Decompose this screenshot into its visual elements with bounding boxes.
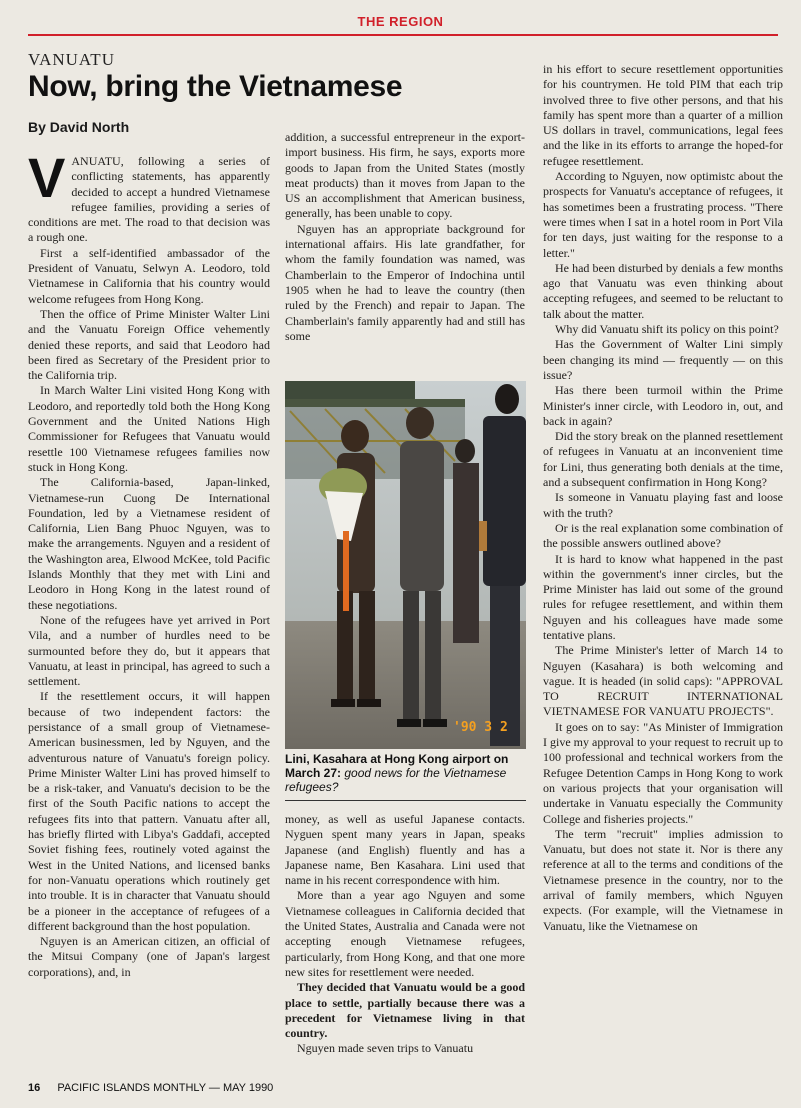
photo-illustration (285, 381, 526, 749)
paragraph: In March Walter Lini visited Hong Kong with Leodoro, and reportedly told both the Hong Kong Government and the United Nations High Commissioner for Refugees that Vanuatu would resettle 100 Vietnamese refugees families now stuck in Hong Kong. (28, 383, 270, 474)
section-band-title: THE REGION (357, 14, 444, 29)
article-column-3 (543, 62, 783, 1070)
headline: Now, bring the Vietnamese (28, 70, 403, 103)
paragraph: If the resettlement occurs, it will happen because of two independent factors: the persistance of a small group of Vietnamese-American businessmen, led by Nguyen, and the adventurous nature of Vanuatu's foreign policy. Prime Minister Walter Lini has proved himself to be a risk-taker, and Vanuatu's decision to be the first of the South Pacific nations to accept the refugees fits into that pattern. Vanuatu after all, has briefly flirted with Libya's Gaddafi, accepted Soviet fishing fees, routinely voted against the West in the United Nations, and licensed banks for non-Vanuatu operations which routinely get into trouble. It is in character that Vanuatu should be a pioneer in the acceptance of refugees of a different background than the host population. (28, 689, 270, 933)
caption-italic: good news for the Vietnamese refugees? (285, 766, 507, 794)
page-footer (28, 1082, 273, 1094)
paragraph: More than a year ago Nguyen and some Vietnamese colleagues in California decided that the United States, Australia and Canada were not accepting enough Vietnamese refugees, particularly, from Hong Kong, and that one more new sites for resettlement were needed. (285, 888, 525, 979)
caption-lead: Lini, Kasahara at Hong Kong airport on March 27: (285, 752, 509, 780)
paragraph: Is someone in Vanuatu playing fast and loose with the truth? (543, 490, 783, 520)
paragraph: It goes on to say: "As Minister of Immigration I give my approval to your request to recruit up to 100 professional and technical workers from the Refugee Detention Camps in Hong Kong to work on various projects that your organisation will undertake in Vanuatu especially the Community College and fisheries projects." (543, 719, 783, 826)
paragraph: None of the refugees have yet arrived in Port Vila, and a number of hurdles need to be surmounted before they do, but it appears that Vanuatu, at least in principal, has agreed to such a settlement. (28, 612, 270, 689)
paragraph: Nguyen made seven trips to Vanuatu (297, 1041, 474, 1056)
publication-line: PACIFIC ISLANDS MONTHLY — MAY 1990 (57, 1082, 274, 1094)
header-rule (28, 34, 778, 36)
paragraph: Then the office of Prime Minister Walter Lini and the Vanuatu Foreign Office vehemently denied these reports, and said that Leodoro had been fired as Secretary of the President prior to the California trip. (28, 306, 270, 383)
paragraph: The Prime Minister's letter of March 14 to Nguyen (Kasahara) is both welcoming and vague. It is headed (in solid caps): "APPROVAL TO RECRUIT INTERNATIONAL VIETNAMESE FOR VANUATU PROJECTS". (543, 643, 783, 719)
caption-rule (285, 800, 526, 801)
article-column-1 (28, 154, 270, 1069)
paragraph: First a self-identified ambassador of the President of Vanuatu, Selwyn A. Leodoro, told Vietnamese in California that his country would welcome refugees from Hong Kong. (28, 245, 270, 306)
page-number: 16 (28, 1082, 41, 1094)
paragraph: addition, a successful entrepreneur in the export-import business. His firm, he says, exports more goods to Japan from the United States (mostly meat products) than it moves from Japan to the US an accomplishment that American business, generally, has been unable to copy. (285, 130, 525, 221)
lead-paragraph: VANUATU, following a series of conflicting statements, has apparently decided to accept a hundred Vietnamese refugee families, providing a series of conditions are met. The road to that decision was a rough one. (28, 154, 270, 245)
paragraph: It is hard to know what happened in the past within the government's inner circles, but the Prime Minister has laid out some of the ground rules for refugee resettlement, and within them Nguyen and his colleagues have made some tentative plans. (543, 551, 783, 642)
paragraph: in his effort to secure resettlement opportunities for his countrymen. He told PIM that each trip involved three to five other persons, and that his family has spent more than a quarter of a million US dollars in travel, communications, legal fees and the like in its efforts to arrange the hoped-for refugee resettlement. (543, 62, 783, 168)
photo-date-stamp: '90 3 2 (453, 720, 508, 735)
paragraph: The term "recruit" implies admission to Vanuatu, but does not state it. Nor is there any reference at all to the terms and conditions of the Vietnamese presence in the country, nor to the arrival of family members, which Nguyen expects. (For example, will the Vietnamese in Vanuatu, like the Vietnamese on (543, 826, 783, 933)
paragraph: Has there been turmoil within the Prime Minister's inner circle, with Leodoro in, out, and back in again? (543, 383, 783, 428)
byline: By David North (28, 119, 130, 135)
paragraph: Why did Vanuatu shift its policy on this point? (555, 322, 779, 337)
article-column-2-bottom (285, 812, 525, 1072)
paragraph: Has the Government of Walter Lini simply been changing its mind — frequently — on this issue? (543, 337, 783, 382)
paragraph: Nguyen is an American citizen, an official of the Mitsui Company (one of Japan's largest corporations), and, in (28, 934, 270, 979)
paragraph: Or is the real explanation some combination of the possible answers outlined above? (543, 520, 783, 551)
paragraph: He had been disturbed by denials a few months ago that Vanuatu was even thinking about accepting refugees, and seemed to be reluctant to talk about the matter. (543, 260, 783, 321)
paragraph: The California-based, Japan-linked, Vietnamese-run Cuong De International Foundation, led by a Vietnamese resident of California, Lien Bang Phuoc Nguyen, was to make the arrangements. Nguyen and a resident of the Washington area, Elwood McKee, told Pacific Islands Monthly that they met with Lini and Leodoro in Hong Kong in the latest round of these negotiations. (28, 475, 270, 612)
article-column-2-top (285, 130, 525, 370)
drop-cap: V (28, 154, 66, 209)
paragraph: According to Nguyen, now optimistc about the prospects for Vanuatu's acceptance of refugees, it has sometimes been a frustrating process. "There were times when I sat in a hotel room in Port Vila for ten days, just waiting for the response to a letter." (543, 169, 783, 260)
paragraph: money, as well as useful Japanese contacts. Nyguen spent many years in Japan, speaks Japanese (and English) fluently and has a Japanese name, Ben Kasahara. Lini used that name in his recent correspondence with him. (285, 812, 525, 888)
paragraph: Nguyen has an appropriate background for international affairs. His late grandfather, for whom the family foundation was named, was Chamberlain to the Emperor of Indochina until 1905 when he had to leave the country (then ruled by the French) and repair to Japan. The Chamberlain's family apparently had and still has some (285, 221, 525, 343)
photo-lini-kasahara-airport (285, 381, 526, 749)
section-label: VANUATU (28, 50, 115, 69)
paragraph-bold: They decided that Vanuatu would be a good place to settle, partially because there was a precedent for Vietnamese living in that country. (285, 980, 525, 1041)
photo-caption (285, 752, 526, 794)
paragraph: Did the story break on the planned resettlement of refugees in Vanuatu at an inconvenient time for Lini, thus generating both denials at the time, and a subsequent confirmation in Hong Kong? (543, 429, 783, 490)
